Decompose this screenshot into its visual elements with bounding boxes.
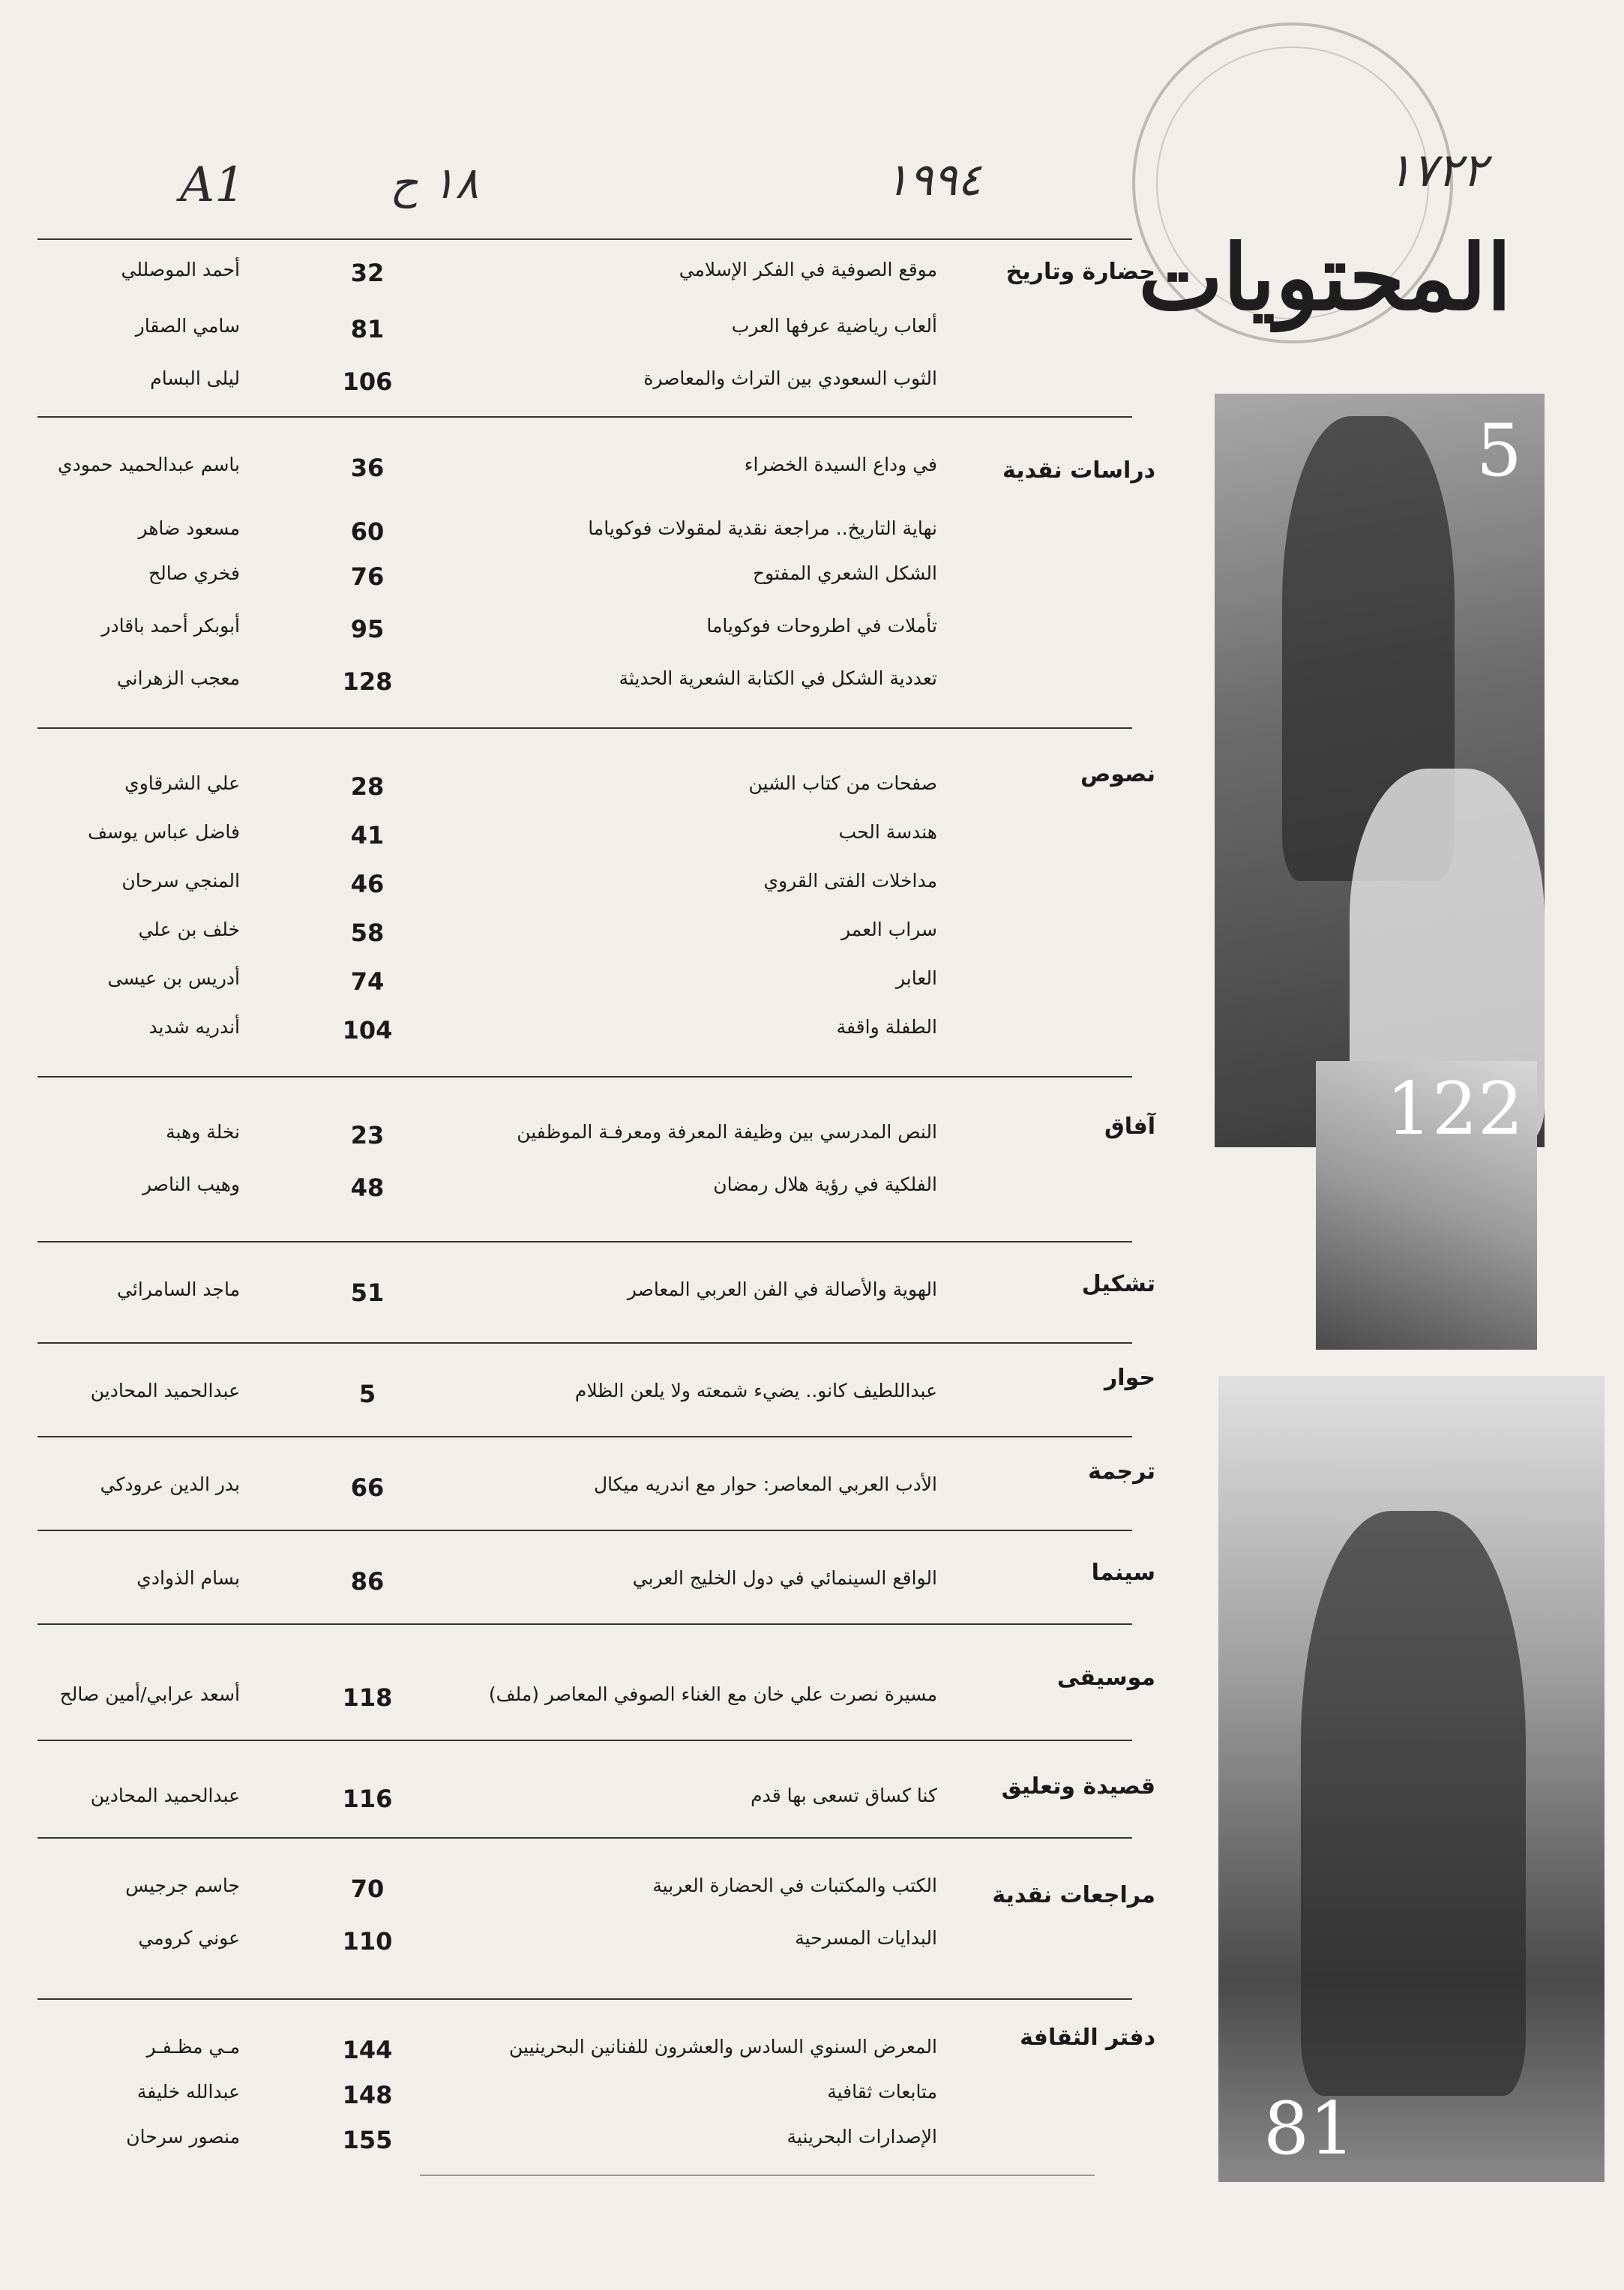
entry-author: فاضل عباس يوسف: [88, 821, 240, 843]
section-divider: [37, 416, 1132, 418]
entry-title: تأملات في اطروحات فوكوياما: [706, 615, 937, 637]
entry-author: نخلة وهبة: [166, 1121, 240, 1143]
entry-author: علي الشرقاوي: [124, 772, 240, 794]
entry-title: هندسة الحب: [838, 821, 937, 843]
entry-title: صفحات من كتاب الشين: [748, 772, 937, 794]
entry-author: سامي الصقار: [135, 315, 240, 337]
toc-entry: [37, 615, 937, 649]
handwritten-number: ١٧٢٢: [1387, 142, 1488, 197]
entry-author: وهيب الناصر: [142, 1173, 240, 1195]
bottom-divider: [420, 2175, 1095, 2176]
entry-title: الشكل الشعري المفتوح: [752, 562, 937, 584]
entry-page-number: 144: [342, 2036, 393, 2064]
entry-author: عبدالحميد المحادين: [90, 1785, 240, 1806]
entry-title: النص المدرسي بين وظيفة المعرفة ومعرفـة الموظفين: [517, 1121, 937, 1143]
section-divider: [37, 1837, 1132, 1839]
entry-page-number: 28: [350, 772, 385, 801]
section-divider: [37, 727, 1132, 729]
handwritten-day: ١٨ ح: [390, 157, 479, 208]
toc-entry: [37, 1380, 937, 1414]
entry-title: تعددية الشكل في الكتابة الشعرية الحديثة: [619, 667, 937, 689]
toc-entry: [37, 1683, 937, 1718]
entry-page-number: 106: [342, 367, 393, 396]
entry-author: عبدالحميد المحادين: [90, 1380, 240, 1401]
toc-entry: [37, 315, 937, 349]
section-divider: [37, 1998, 1132, 2000]
page-title: المحتويات: [1138, 225, 1512, 331]
entry-author: عوني كرومي: [138, 1927, 240, 1949]
entry-title: مسيرة نصرت علي خان مع الغناء الصوفي المعاصر (ملف): [488, 1683, 937, 1705]
entry-title: في وداع السيدة الخضراء: [744, 454, 937, 475]
entry-page-number: 116: [342, 1785, 393, 1813]
handwritten-year: ١٩٩٤: [885, 154, 981, 206]
entry-title: كنا كساق تسعى بها قدم: [751, 1785, 937, 1806]
toc-entry: [37, 919, 937, 953]
entry-title: موقع الصوفية في الفكر الإسلامي: [679, 259, 937, 280]
section-category: موسيقى: [1056, 1665, 1155, 1691]
entry-author: باسم عبدالحميد حمودي: [58, 454, 240, 475]
toc-entry: [37, 1785, 937, 1819]
entry-author: ليلى البسام: [150, 367, 240, 389]
toc-entry: [37, 517, 937, 552]
toc-entry: [37, 1016, 937, 1051]
toc-entry: [37, 454, 937, 488]
entry-page-number: 104: [342, 1016, 393, 1045]
entry-page-number: 66: [350, 1473, 385, 1502]
entry-title: مداخلات الفتى القروي: [763, 870, 937, 892]
entry-title: الهوية والأصالة في الفن العربي المعاصر: [627, 1278, 937, 1300]
entry-author: ماجد السامرائي: [117, 1278, 240, 1300]
section-divider: [37, 1623, 1132, 1625]
entry-page-number: 128: [342, 667, 393, 696]
section-divider: [37, 238, 1132, 240]
section-divider: [37, 1740, 1132, 1741]
entry-title: البدايات المسرحية: [795, 1927, 937, 1949]
photo-music: [1316, 1061, 1537, 1350]
entry-title: سراب العمر: [840, 919, 937, 940]
section-category: حضارة وتاريخ: [1005, 259, 1155, 285]
entry-title: عبداللطيف كانو.. يضيء شمعته ولا يلعن الظلام: [574, 1380, 937, 1401]
entry-page-number: 81: [350, 315, 385, 343]
toc-entry: [37, 259, 937, 293]
photo-page-number: 122: [1386, 1067, 1524, 1151]
entry-page-number: 48: [350, 1173, 385, 1202]
section-category: تشكيل: [1081, 1271, 1155, 1297]
entry-title: المعرض السنوي السادس والعشرون للفنانين البحرينيين: [509, 2036, 937, 2058]
entry-page-number: 70: [350, 1875, 385, 1903]
entry-page-number: 155: [342, 2126, 393, 2154]
toc-entry: [37, 1473, 937, 1508]
entry-author: أندريه شديد: [148, 1016, 240, 1038]
entry-author: أحمد الموصللي: [121, 259, 240, 280]
toc-entry: [37, 2126, 937, 2160]
toc-entry: [37, 1121, 937, 1155]
entry-title: الإصدارات البحرينية: [787, 2126, 937, 2148]
toc-entry: [37, 1278, 937, 1313]
entry-author: مـي مظـفـر: [146, 2036, 240, 2058]
photo-page-number: 5: [1476, 409, 1522, 493]
entry-page-number: 118: [342, 1683, 393, 1712]
entry-author: مسعود ضاهر: [138, 517, 240, 539]
toc-entry: [37, 1927, 937, 1962]
entry-page-number: 32: [350, 259, 385, 287]
section-category: مراجعات نقدية: [992, 1882, 1155, 1908]
entry-author: فخري صالح: [148, 562, 240, 584]
entry-title: الأدب العربي المعاصر: حوار مع اندريه ميكال: [594, 1473, 937, 1495]
entry-author: معجب الزهراني: [116, 667, 240, 689]
section-category: آفاق: [1104, 1114, 1155, 1140]
entry-page-number: 148: [342, 2081, 393, 2109]
toc-entry: [37, 2081, 937, 2115]
entry-author: منصور سرحان: [126, 2126, 240, 2148]
entry-author: جاسم جرجيس: [125, 1875, 240, 1896]
toc-entry: [37, 1173, 937, 1208]
entry-author: بدر الدين عرودكي: [100, 1473, 240, 1495]
section-category: نصوص: [1080, 761, 1155, 787]
entry-title: الثوب السعودي بين التراث والمعاصرة: [643, 367, 937, 389]
entry-page-number: 58: [350, 919, 385, 947]
entry-page-number: 60: [350, 517, 385, 546]
toc-entry: [37, 2036, 937, 2070]
entry-title: نهاية التاريخ.. مراجعة نقدية لمقولات فوكوياما: [588, 517, 937, 539]
entry-title: العابر: [896, 967, 937, 989]
toc-entry: [37, 1875, 937, 1909]
section-divider: [37, 1241, 1132, 1242]
section-category: ترجمة: [1088, 1458, 1155, 1485]
entry-author: أدريس بن عيسى: [107, 967, 240, 989]
entry-author: أبوبكر أحمد باقادر: [101, 615, 240, 637]
entry-title: الواقع السينمائي في دول الخليج العربي: [632, 1567, 937, 1589]
toc-entry: [37, 1567, 937, 1602]
entry-page-number: 36: [350, 454, 385, 482]
entry-author: أسعد عرابي/أمين صالح: [59, 1683, 240, 1705]
entry-title: الفلكية في رؤية هلال رمضان: [713, 1173, 937, 1195]
toc-entry: [37, 667, 937, 702]
entry-author: خلف بن علي: [138, 919, 240, 940]
entry-page-number: 74: [350, 967, 385, 996]
entry-author: عبدالله خليفة: [136, 2081, 240, 2103]
entry-page-number: 76: [350, 562, 385, 591]
entry-title: متابعات ثقافية: [827, 2081, 937, 2103]
toc-entry: [37, 562, 937, 597]
photo-interview: [1215, 394, 1545, 1147]
section-divider: [37, 1436, 1132, 1437]
section-divider: [37, 1530, 1132, 1531]
toc-entry: [37, 772, 937, 807]
entry-author: المنجي سرحان: [121, 870, 240, 892]
section-category: قصيدة وتعليق: [1001, 1773, 1155, 1800]
toc-entry: [37, 870, 937, 904]
entry-page-number: 23: [350, 1121, 385, 1149]
entry-page-number: 46: [350, 870, 385, 898]
section-category: حوار: [1104, 1365, 1155, 1391]
entry-title: الكتب والمكتبات في الحضارة العربية: [652, 1875, 937, 1896]
handwritten-code: A1: [180, 157, 245, 213]
section-divider: [37, 1076, 1132, 1078]
photo-equestrian: [1218, 1376, 1605, 2182]
section-divider: [37, 1342, 1132, 1344]
entry-title: الطفلة واقفة: [836, 1016, 937, 1038]
entry-page-number: 51: [350, 1278, 385, 1307]
entry-page-number: 5: [358, 1380, 376, 1408]
entry-author: بسام الذوادي: [136, 1567, 240, 1589]
entry-title: ألعاب رياضية عرفها العرب: [731, 315, 937, 337]
section-category: سينما: [1091, 1560, 1155, 1586]
entry-page-number: 110: [342, 1927, 393, 1956]
section-category: دراسات نقدية: [1002, 457, 1155, 484]
entry-page-number: 86: [350, 1567, 385, 1596]
entry-page-number: 41: [350, 821, 385, 850]
photo-page-number: 81: [1263, 2087, 1356, 2171]
toc-entry: [37, 821, 937, 856]
horse-rider-figure: [1301, 1511, 1526, 2096]
toc-entry: [37, 967, 937, 1002]
toc-entry: [37, 367, 937, 402]
entry-page-number: 95: [350, 615, 385, 643]
section-category: دفتر الثقافة: [1020, 2025, 1155, 2051]
